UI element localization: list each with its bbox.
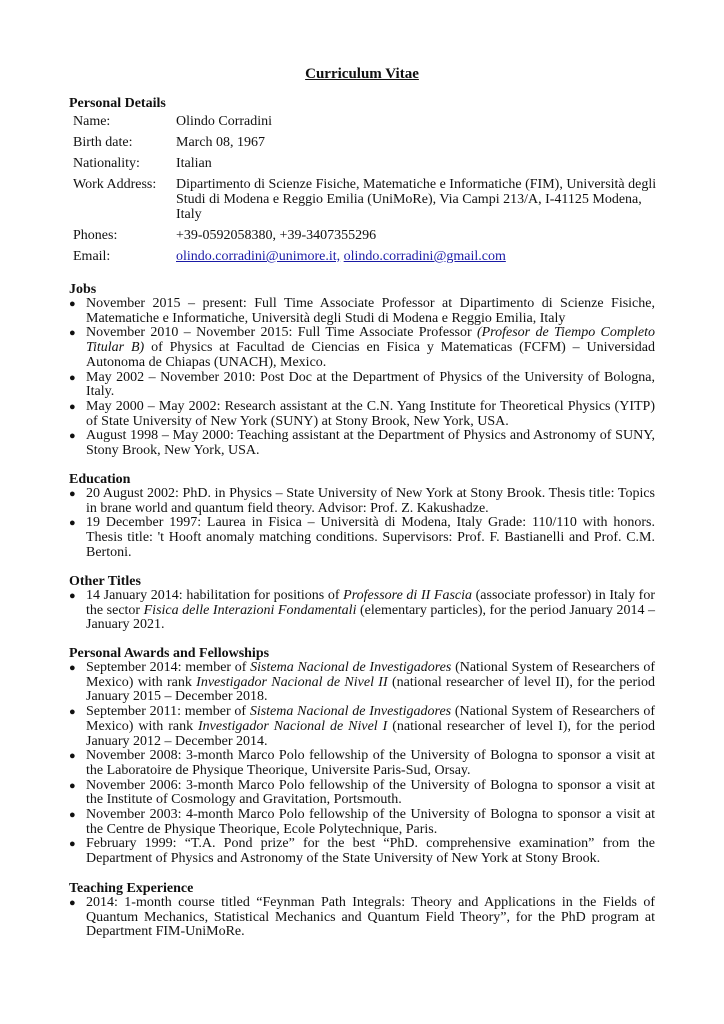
list-item: ● February 1999: “T.A. Pond prize” for the best “PhD. comprehensive examination” from the Department of Physics and Astronomy of the State University of New York at Stony Brook. [69,837,655,866]
page-title: Curriculum Vitae [305,66,419,82]
work-address-label: Work Address: [73,177,157,192]
list-item: ● November 2015 – present: Full Time Associate Professor at Dipartimento di Scienze Fisiche, Matematiche e Informatiche, Università degli Studi di Modena e Reggio Emilia, Italy [69,297,655,326]
list-item: ● August 1998 – May 2000: Teaching assistant at the Department of Physics and Astronomy of SUNY, Stony Brook, New York, USA. [69,429,655,458]
phones-row [73,228,658,243]
teaching-heading: Teaching Experience [69,881,194,896]
work-address-value: Dipartimento di Scienze Fisiche, Matematiche e Informatiche (FIM), Università degli Studi di Modena e Reggio Emilia (UniMoRe), Via Campi 213/A, I-41125 Modena, Italy [176,177,657,222]
nationality-row [73,156,658,171]
email-link-gmail[interactable]: olindo.corradini@gmail.com [343,249,506,264]
awards-list [69,661,655,867]
list-item: ● 14 January 2014: habilitation for positions of Professore di II Fascia (associate professor) in Italy for the sector Fisica delle Interazioni Fondamentali (elementary particles), for the period January 2014 – January 2021. [69,589,655,633]
list-item: ● 2014: 1-month course titled “Feynman Path Integrals: Theory and Applications in the Fields of Quantum Mechanics, Statistical Mechanics and Quantum Field Theory”, for the PhD program at Department FIM-UniMoRe. [69,896,655,940]
nationality-label: Nationality: [73,156,140,171]
name-value: Olindo Corradini [176,114,273,129]
phones-label: Phones: [73,228,118,243]
name-label: Name: [73,114,111,129]
list-item: ● May 2002 – November 2010: Post Doc at the Department of Physics of the University of Bologna, Italy. [69,371,655,400]
teaching-list [69,896,655,940]
nationality-value: Italian [176,156,212,171]
email-value [176,249,658,264]
list-item: ● September 2014: member of Sistema Nacional de Investigadores (National System of Researchers of Mexico) with rank Investigador Nacional de Nivel II (national researcher of level II), for the period January 2015 – December 2018. [69,661,655,705]
awards-heading: Personal Awards and Fellowships [69,646,270,661]
list-item: ● September 2011: member of Sistema Nacional de Investigadores (National System of Researchers of Mexico) with rank Investigador Nacional de Nivel I (national researcher of level I), for the period January 2012 – December 2014. [69,705,655,749]
email-link-unimore[interactable]: olindo.corradini@unimore.it, [176,249,341,264]
education-list [69,487,655,561]
email-label: Email: [73,249,111,264]
list-item: ● November 2008: 3-month Marco Polo fellowship of the University of Bologna to sponsor a visit at the Laboratoire de Physique Theorique, Universite Paris-Sud, Orsay. [69,749,655,778]
other-titles-heading: Other Titles [69,574,141,589]
birth-row [73,135,658,150]
education-heading: Education [69,472,131,487]
list-item: ● November 2010 – November 2015: Full Time Associate Professor (Profesor de Tiempo Completo Titular B) of Physics at Facultad de Ciencias en Fisica y Matematicas (FCFM) – Universidad Autonoma de Chiapas (UNACH), Mexico. [69,326,655,370]
list-item: ● May 2000 – May 2002: Research assistant at the C.N. Yang Institute for Theoretical Physics (YITP) of State University of New York (SUNY) at Stony Brook, New York, USA. [69,400,655,429]
birth-label: Birth date: [73,135,133,150]
list-item: ● November 2006: 3-month Marco Polo fellowship of the University of Bologna to sponsor a visit at the Institute of Cosmology and Gravitation, Portsmouth. [69,779,655,808]
name-row [73,114,658,129]
jobs-list [69,297,655,459]
list-item: ● 19 December 1997: Laurea in Fisica – Università di Modena, Italy Grade: 110/110 with honors. Thesis title: 't Hooft anomaly matching conditions. Supervisors: Prof. F. Bastianelli and Prof. C.M. Bertoni. [69,516,655,560]
jobs-heading: Jobs [69,282,97,297]
personal-details-table [73,114,658,270]
list-item: ● November 2003: 4-month Marco Polo fellowship of the University of Bologna to sponsor a visit at the Centre de Physique Theorique, Ecole Polytechnique, Paris. [69,808,655,837]
birth-value: March 08, 1967 [176,135,266,150]
list-item: ● 20 August 2002: PhD. in Physics – State University of New York at Stony Brook. Thesis title: Topics in brane world and quantum field theory. Advisor: Prof. Z. Kakushadze. [69,487,655,516]
phones-value: +39-0592058380, +39-3407355296 [176,228,377,243]
other-titles-list [69,589,655,633]
work-address-row [73,177,658,222]
email-row [73,249,658,264]
personal-details-heading: Personal Details [69,96,166,111]
